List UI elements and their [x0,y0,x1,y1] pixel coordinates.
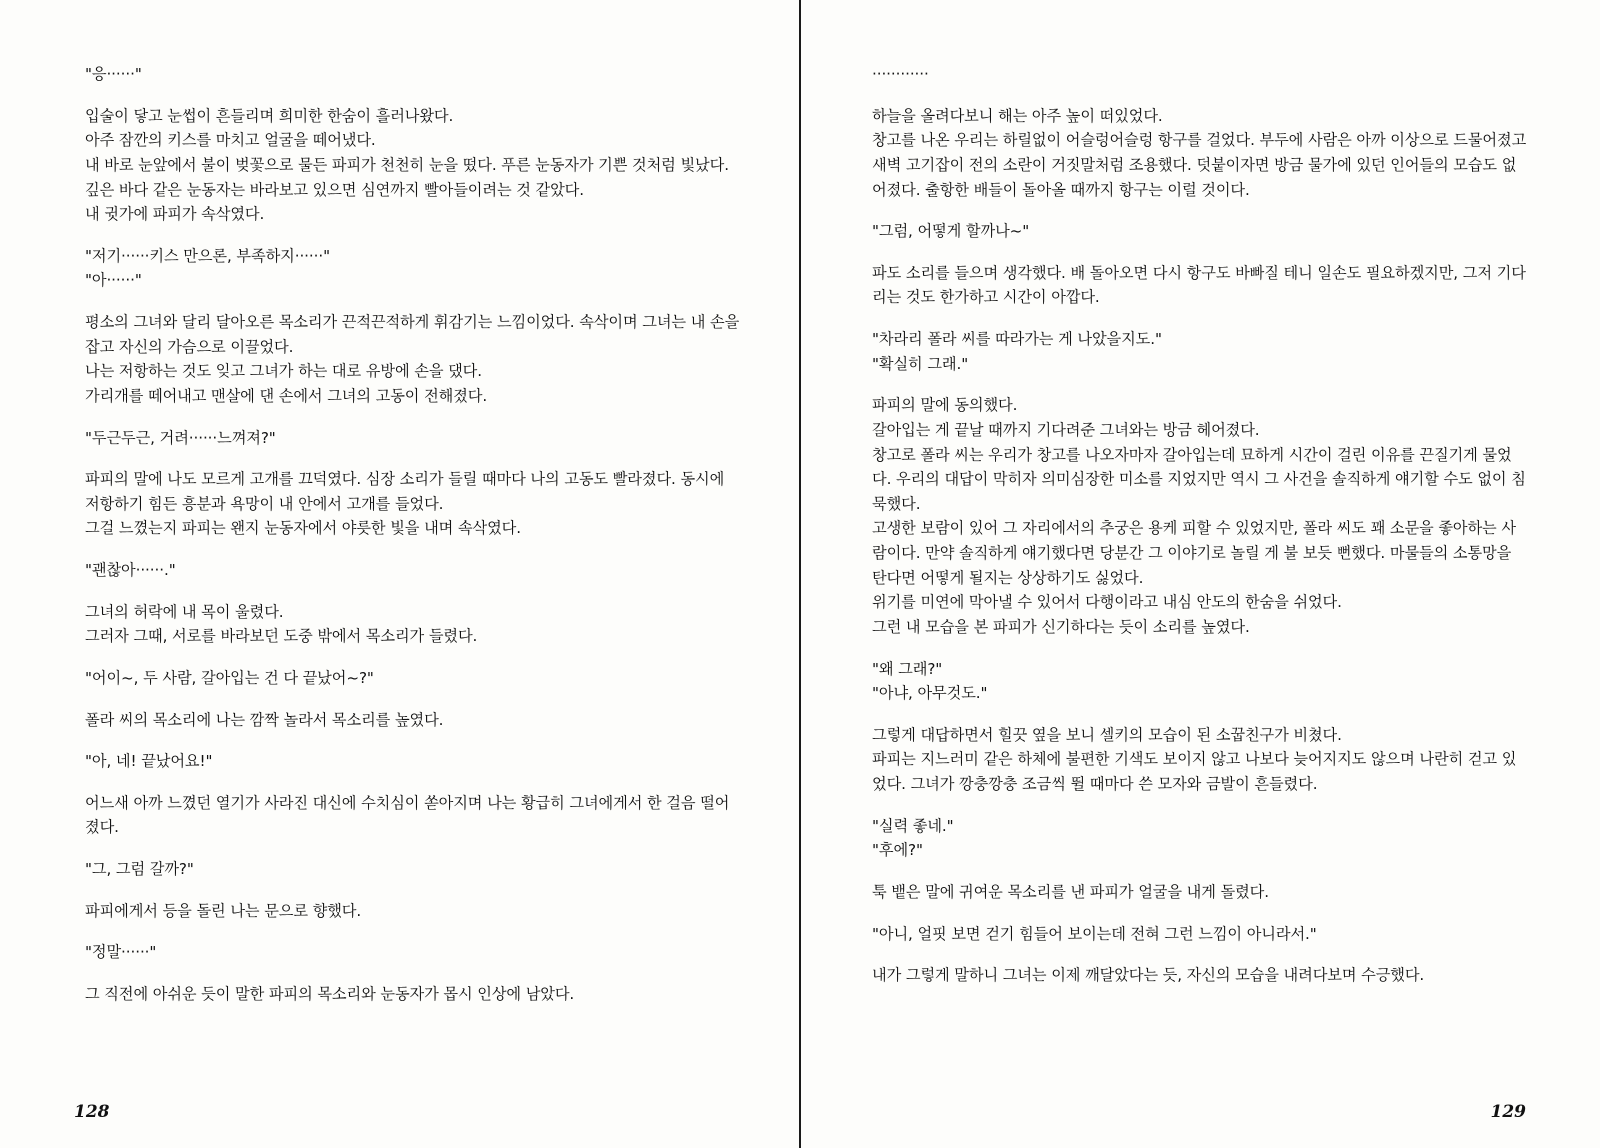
body-paragraph: 파피의 말에 나도 모르게 고개를 끄덕였다. 심장 소리가 들릴 때마다 나의 고동도 빨라졌다. 동시에 저항하기 힘든 흥분과 욕망이 내 안에서 고개를 들었다. [85,470,725,513]
body-paragraph: 그걸 느꼈는지 파피는 왠지 눈동자에서 야릇한 빛을 내며 속삭였다. [85,519,521,538]
paragraph-spacer [72,882,741,899]
paragraph-spacer [859,706,1528,723]
page-number-left: 128 [74,1102,110,1122]
body-paragraph: "아니, 얼핏 보면 걷기 힘들어 보이는데 전혀 그런 느낌이 아니라서." [872,924,1317,943]
paragraph-spacer [72,87,741,104]
paragraph-spacer [72,923,741,940]
body-paragraph: 그런 내 모습을 본 파피가 신기하다는 듯이 소리를 높였다. [872,617,1250,636]
body-paragraph: "정말······" [85,943,157,962]
page-right-body [859,62,1528,1102]
body-paragraph: "실력 좋네." [872,816,954,835]
body-paragraph: 파피의 말에 동의했다. [872,396,1018,415]
body-paragraph: 내가 그렇게 말하니 그녀는 이제 깨달았다는 듯, 자신의 모습을 내려다보며 수긍했다. [872,966,1425,985]
body-paragraph: 어느새 아까 느꼈던 열기가 사라진 대신에 수치심이 쏟아지며 나는 황급히 그녀에게서 한 걸음 떨어졌다. [85,793,730,837]
body-paragraph: 고생한 보람이 있어 그 자리에서의 추궁은 용케 피할 수 있었지만, 폴라 씨도 꽤 소문을 좋아하는 사람이다. 만약 솔직하게 얘기했다면 당분간 그 이야기로 놀릴 게 불 보듯 뻔했다. 마물들의 소통망을 탄다면 어떻게 될지는 상상하기도 싫었다. [872,519,1516,587]
paragraph-spacer [72,840,741,857]
body-paragraph: 폴라 씨의 목소리에 나는 깜짝 놀라서 목소리를 높였다. [85,710,444,729]
body-paragraph: 파피는 지느러미 같은 하체에 불편한 기색도 보이지 않고 나보다 늦어지지도 않으며 나란히 걷고 있었다. 그녀가 깡충깡충 조금씩 뛸 때마다 쓴 모자와 금발이 흔들렸다. [872,750,1517,793]
page-left [0,0,799,1148]
body-paragraph: 내 귓가에 파피가 속삭였다. [85,205,265,224]
body-paragraph: "괜찮아······." [85,561,176,579]
page-number-right: 129 [1490,1102,1526,1122]
paragraph-spacer [859,87,1528,104]
body-paragraph: 창고를 나온 우리는 하릴없이 어슬렁어슬렁 항구를 걸었다. 부두에 사람은 아까 이상으로 드물어졌고 새벽 고기잡이 전의 소란이 거짓말처럼 조용했다. 덧붙이자면 방금 물가에 있던 인어들의 모습도 없어졌다. 출항한 배들이 돌아올 때까지 항구는 이럴 것이다. [872,131,1527,199]
body-paragraph: "아······" [85,271,142,290]
body-paragraph: 아주 잠깐의 키스를 마치고 얼굴을 떼어냈다. [85,131,376,150]
body-paragraph: 그 직전에 아쉬운 듯이 말한 파피의 목소리와 눈동자가 몹시 인상에 남았다. [85,984,575,1003]
body-paragraph: "응······" [85,65,142,83]
paragraph-spacer [72,293,741,310]
body-paragraph: "아, 네! 끝났어요!" [85,752,213,771]
paragraph-spacer [72,227,741,244]
paragraph-spacer [859,202,1528,219]
body-paragraph: "차라리 폴라 씨를 따라가는 게 나았을지도." [872,330,1162,348]
paragraph-spacer [859,310,1528,327]
paragraph-spacer [72,583,741,600]
paragraph-spacer [859,946,1528,963]
paragraph-spacer [859,797,1528,814]
body-paragraph: 창고로 폴라 씨는 우리가 창고를 나오자마자 갈아입는데 묘하게 시간이 걸린 이유를 끈질기게 물었다. 우리의 대답이 막히자 의미심장한 미소를 지었지만 역시 그 사건을 솔직하게 얘기할 수도 없이 침묵했다. [872,445,1526,513]
paragraph-spacer [72,541,741,558]
body-paragraph: "저기······키스 만으론, 부족하지······" [85,246,330,265]
page-right [801,0,1600,1148]
paragraph-spacer [859,905,1528,922]
body-paragraph: ············ [872,65,929,83]
body-paragraph: "그, 그럼 갈까?" [85,860,194,878]
body-paragraph: 툭 뱉은 말에 귀여운 목소리를 낸 파피가 얼굴을 내게 돌렸다. [872,882,1269,901]
paragraph-spacer [72,691,741,708]
body-paragraph: "어이~, 두 사람, 갈아입는 건 다 끝났어~?" [85,668,374,687]
body-paragraph: "그럼, 어떻게 할까나~" [872,222,1030,241]
paragraph-spacer [72,774,741,791]
body-paragraph: 그러자 그때, 서로를 바라보던 도중 밖에서 목소리가 들렸다. [85,627,478,646]
body-paragraph: 파피에게서 등을 돌린 나는 문으로 향했다. [85,901,362,920]
body-paragraph: 위기를 미연에 막아낼 수 있어서 다행이라고 내심 안도의 한숨을 쉬었다. [872,593,1342,612]
body-paragraph: 그렇게 대답하면서 힐끗 옆을 보니 셀키의 모습이 된 소꿉친구가 비쳤다. [872,725,1342,744]
paragraph-spacer [72,965,741,982]
page-left-body [72,62,741,1102]
body-paragraph: "아냐, 아무것도." [872,684,988,703]
paragraph-spacer [859,863,1528,880]
paragraph-spacer [72,649,741,666]
body-paragraph: "두근두근, 거려······느껴져?" [85,428,276,447]
paragraph-spacer [72,409,741,426]
body-paragraph: 입술이 닿고 눈썹이 흔들리며 희미한 한숨이 흘러나왔다. [85,106,454,125]
body-paragraph: 파도 소리를 들으며 생각했다. 배 돌아오면 다시 항구도 바빠질 테니 일손도 필요하겠지만, 그저 기다리는 것도 한가하고 시간이 아깝다. [872,263,1526,307]
paragraph-spacer [859,376,1528,393]
body-paragraph: 가리개를 떼어내고 맨살에 댄 손에서 그녀의 고동이 전해졌다. [85,386,488,405]
body-paragraph: "확실히 그래." [872,354,969,373]
paragraph-spacer [859,244,1528,261]
body-paragraph: 갈아입는 게 끝날 때까지 기다려준 그녀와는 방금 헤어졌다. [872,420,1260,439]
body-paragraph: 하늘을 올려다보니 해는 아주 높이 떠있었다. [872,106,1163,125]
body-paragraph: 나는 저항하는 것도 잊고 그녀가 하는 대로 유방에 손을 댔다. [85,362,482,381]
body-paragraph: 평소의 그녀와 달리 달아오른 목소리가 끈적끈적하게 휘감기는 느낌이었다. 속삭이며 그녀는 내 손을 잡고 자신의 가슴으로 이끌었다. [85,313,740,356]
body-paragraph: 그녀의 허락에 내 목이 울렸다. [85,602,284,621]
paragraph-spacer [859,640,1528,657]
paragraph-spacer [72,732,741,749]
body-paragraph: "후에?" [872,841,923,860]
body-paragraph: 내 바로 눈앞에서 불이 벚꽃으로 물든 파피가 천천히 눈을 떴다. 푸른 눈동자가 기쁜 것처럼 빛났다. 깊은 바다 같은 눈동자는 바라보고 있으면 심연까지 빨아들이려는 것 같았다. [85,155,729,199]
paragraph-spacer [72,450,741,467]
body-paragraph: "왜 그래?" [872,659,943,678]
